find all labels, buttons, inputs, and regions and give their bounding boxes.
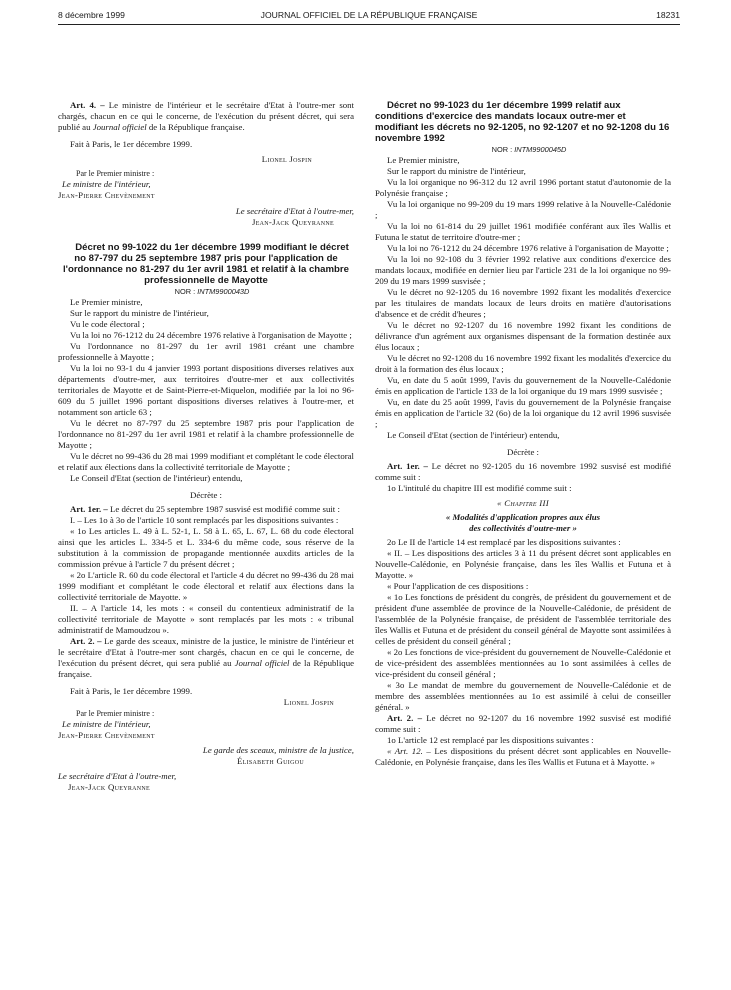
visa: Le Conseil d'Etat (section de l'intérieur) entendu, [70,473,243,483]
signature-premier-ministre: Lionel Jospin [261,154,312,164]
article-paragraph: 2o Le II de l'article 14 est remplacé par les dispositions suivantes : [387,537,621,547]
visa: Vu la loi no 92-108 du 3 février 1992 relative aux conditions d'exercice des mandats locaux, modifiée en dernier lieu par l'article 231 de la loi organique no 99-209 du 19 mars 1999 susvisée ; [375,254,671,286]
signature-garde-name: Élisabeth Guigou [236,756,304,766]
signature-secretaire-title: Le secrétaire d'Etat à l'outre-mer, [58,771,177,781]
article-1: Art. 1er. – Le décret du 25 septembre 1987 susvisé est modifié comme suit : [70,504,340,514]
visa: Vu le décret no 92-1207 du 16 novembre 1992 fixant les conditions de délivrance d'un agrément aux organismes dispensant de la formation destinée aux élus locaux ; [375,320,671,352]
visa: Vu la loi no 76-1212 du 24 décembre 1976 relative à l'organisation de Mayotte ; [387,243,669,253]
header-page-number: 18231 [656,10,680,20]
nor-reference: NOR : INTM9900043D [174,287,250,296]
article-paragraph: « Pour l'application de ces dispositions : [387,581,529,591]
visa: Le Premier ministre, [70,297,143,307]
left-column [58,100,354,793]
signature-secretaire-name: Jean-Jack Queyranne [68,782,151,792]
decree-title: Décret no 99-1023 du 1er décembre 1999 relatif aux conditions d'exercice des mandats locaux outre-mer et modifiant les décrets no 92-1205, no 92-1207 et no 92-1208 du 16 novembre 1992 [375,100,670,144]
signature-premier-ministre: Lionel Jospin [283,697,334,707]
header-rule [58,24,680,25]
article-paragraph: 1o L'intitulé du chapitre III est modifié comme suit : [387,483,572,493]
visa: Vu la loi organique no 96-312 du 12 avril 1996 portant statut d'autonomie de la Polynésie française ; [375,177,671,198]
signature-ministre-name: Jean-Pierre Chevènement [58,190,155,200]
visa: Vu la loi no 76-1212 du 24 décembre 1976 relative à l'organisation de Mayotte ; [70,330,352,340]
article-1: Art. 1er. – Le décret no 92-1205 du 16 novembre 1992 susvisé est modifié comme suit : [375,461,671,482]
article-2: Art. 2. – Le garde des sceaux, ministre de la justice, le ministre de l'intérieur et le secrétaire d'Etat à l'outre-mer sont chargés, chacun en ce qui le concerne, de l'exécution du présent décret, qui sera publié au Journal officiel de la République française. [58,636,355,679]
visa: Vu la loi organique no 99-209 du 19 mars 1999 relative à la Nouvelle-Calédonie ; [375,199,671,220]
chapter-title: « Modalités d'application propres aux élus [445,512,601,522]
decrete: Décrète : [190,490,222,500]
visa: Vu, en date du 5 août 1999, l'avis du gouvernement de la Nouvelle-Calédonie émis en application de l'article 133 de la loi organique du 19 mars 1999 susvisée ; [375,375,671,396]
decree-title: Décret no 99-1022 du 1er décembre 1999 modifiant le décret no 87-797 du 25 septembre 1987 pris pour l'application de l'ordonnance no 81-297 du 1er avril 1981 et relatif à la chambre professionnelle de Mayotte [63,242,349,286]
visa: Vu, en date du 25 août 1999, l'avis du gouvernement de la Polynésie française émis en application de l'article 32 (6o) de la loi organique du 12 avril 1996 susvisée ; [375,397,671,429]
header-journal-title: JOURNAL OFFICIEL DE LA RÉPUBLIQUE FRANÇAISE [260,10,478,20]
visa: Vu l'ordonnance no 81-297 du 1er avril 1981 créant une chambre professionnelle à Mayotte ; [58,341,354,362]
visa: Vu la loi no 61-814 du 29 juillet 1961 modifiée conférant aux îles Wallis et Futuna le statut de territoire d'outre-mer ; [375,221,671,242]
fait-a-paris: Fait à Paris, le 1er décembre 1999. [70,139,193,149]
decrete: Décrète : [507,447,539,457]
signature-ministre-name: Jean-Pierre Chevènement [58,730,155,740]
signature-secretaire-title: Le secrétaire d'Etat à l'outre-mer, [235,206,354,216]
article-paragraph: « 1o Les articles L. 49 à L. 52-1, L. 58 à L. 65, L. 67, L. 68 du code électoral ainsi que les articles L. 334-5 et L. 334-6 du même code, sous réserve de la substitution à la commission de propagande mentionnée auxdits articles de la commission prévue à l'article 7 du présent décret ; [58,526,354,569]
visa: Sur le rapport du ministre de l'intérieur, [70,308,209,318]
article-paragraph: « II. – Les dispositions des articles 3 à 11 du présent décret sont applicables en Nouvelle-Calédonie, en Polynésie française, dans les îles Wallis et Futuna et à Mayotte. » [375,548,671,580]
article-4: Art. 4. – Le ministre de l'intérieur et le secrétaire d'Etat à l'outre-mer sont chargés, chacun en ce qui le concerne, de l'exécution du présent décret, qui sera publié au Journal officiel de la République française. [58,100,354,132]
par-le-premier-ministre: Par le Premier ministre : [76,709,155,718]
fait-a-paris: Fait à Paris, le 1er décembre 1999. [70,686,193,696]
visa: Le Conseil d'Etat (section de l'intérieur) entendu, [387,430,560,440]
signature-secretaire-name: Jean-Jack Queyranne [251,217,334,227]
visa: Le Premier ministre, [387,155,460,165]
chapter-title: des collectivités d'outre-mer » [469,523,577,533]
visa: Vu le décret no 92-1205 du 16 novembre 1992 fixant les modalités d'exercice par les titulaires de mandats locaux de leurs droits en matière d'autorisations d'absence et de crédit d'heures ; [375,287,671,319]
visa: Vu le code électoral ; [70,319,145,329]
visa: Vu la loi no 93-1 du 4 janvier 1993 portant dispositions diverses relatives aux départements d'outre-mer, aux territoires d'outre-mer et aux collectivités territoriales de Mayotte et de Saint-Pierre-et-Miquelon, modifiée par la loi no 96-609 du 5 juillet 1996 portant dispositions diverses relatives à l'outre-mer, et notamment son article 63 ; [58,363,354,417]
header-date: 8 décembre 1999 [58,10,125,20]
article-12: « Art. 12. – Les dispositions du présent décret sont applicables en Nouvelle-Calédonie, en Polynésie française, dans les îles Wallis et Futuna et à Mayotte. » [375,746,671,767]
article-paragraph: 1o L'article 12 est remplacé par les dispositions suivantes : [387,735,594,745]
page-header [58,10,680,24]
signature-garde-title: Le garde des sceaux, ministre de la justice, [202,745,354,755]
article-paragraph: « 2o Les fonctions de vice-président du gouvernement de Nouvelle-Calédonie et de vice-président des assemblées mentionnées au 1o sont assimilées à celles de vice-président du conseil général ; [375,647,671,679]
visa: Vu le décret no 87-797 du 25 septembre 1987 pris pour l'application de l'ordonnance no 81-297 du 1er avril 1981 et relatif à la chambre professionnelle de Mayotte ; [58,418,354,450]
article-2: Art. 2. – Le décret no 92-1207 du 16 novembre 1992 susvisé est modifié comme suit : [375,713,672,734]
article-paragraph: « 1o Les fonctions de président du congrès, de président du gouvernement et de président d'une assemblée de province de la Nouvelle-Calédonie, de président de l'assemblée de la Polynésie française, de président de l'assemblée territoriale des îles Wallis et Futuna et de président du conseil général de Mayotte sont assimilées à celles de président du conseil général ; [375,592,671,646]
article-paragraph: II. – A l'article 14, les mots : « conseil du contentieux administratif de la collectivité territoriale de Mayotte » sont remplacés par les mots : « tribunal administratif de Mamoudzou ». [58,603,354,635]
signature-ministre-title: Le ministre de l'intérieur, [62,719,151,729]
article-paragraph: « 3o Le mandat de membre du gouvernement de Nouvelle-Calédonie et de membre des assemblées mentionnées au 1o est assimilé à celui de conseiller général. » [375,680,671,712]
article-paragraph: I. – Les 1o à 3o de l'article 10 sont remplacés par les dispositions suivantes : [70,515,339,525]
visa: Sur le rapport du ministre de l'intérieur, [387,166,526,176]
right-column [375,100,671,768]
article-paragraph: « 2o L'article R. 60 du code électoral et l'article 4 du décret no 99-436 du 28 mai 1999 modifiant et complétant le code électoral et relatif aux élections dans la collectivité territoriale de Mayotte. » [58,570,354,602]
visa: Vu le décret no 92-1208 du 16 novembre 1992 fixant les modalités d'exercice du droit à la formation des élus locaux ; [375,353,671,374]
visa: Vu le décret no 99-436 du 28 mai 1999 modifiant et complétant le code électoral et relatif aux élections dans la collectivité territoriale de Mayotte ; [58,451,354,472]
chapter-heading: « Chapitre III [497,498,549,508]
par-le-premier-ministre: Par le Premier ministre : [76,169,155,178]
signature-ministre-title: Le ministre de l'intérieur, [62,179,151,189]
nor-reference: NOR : INTM9900045D [491,145,567,154]
